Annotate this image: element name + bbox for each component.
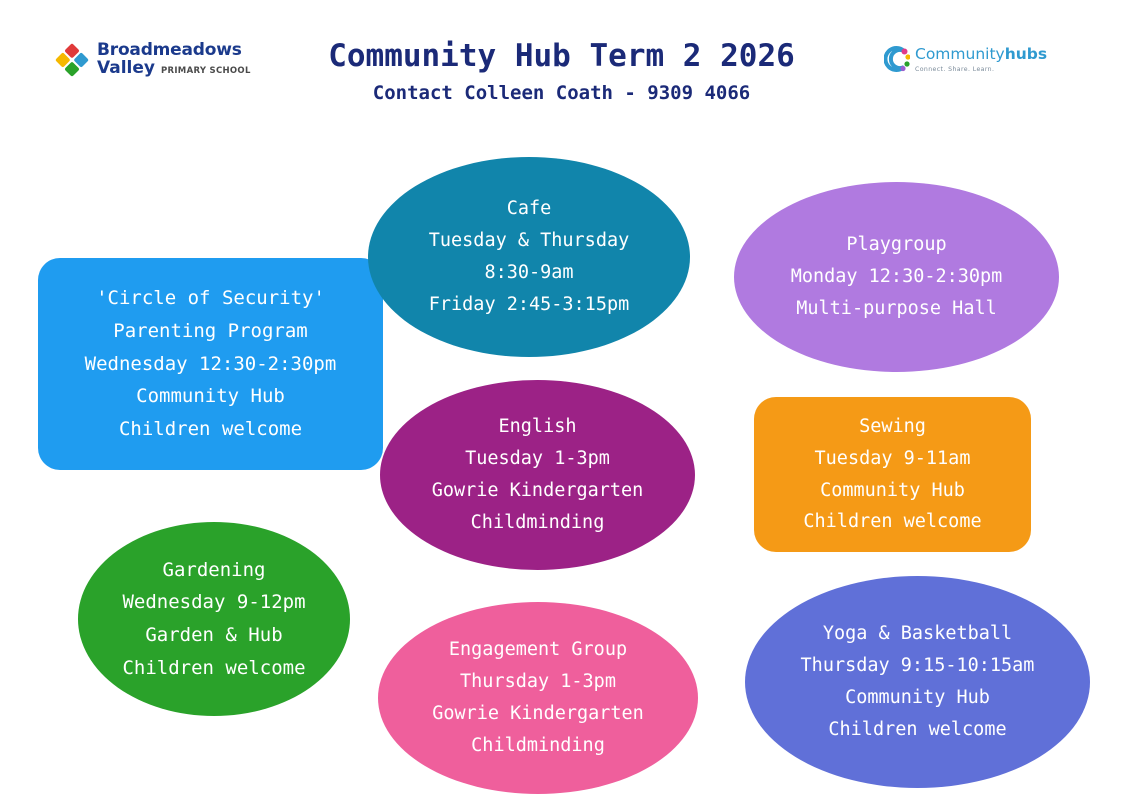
program-engagement-group (378, 602, 698, 794)
program-line: Tuesday 9-11am (814, 447, 971, 469)
program-sewing (754, 397, 1031, 552)
program-line: Playgroup (846, 234, 947, 256)
program-cafe (368, 157, 690, 357)
hub-logo-name-bold: hubs (1004, 45, 1048, 63)
hub-logo-name-light: Community (915, 45, 1005, 63)
poster-header (0, 0, 1123, 130)
program-line: Gardening (162, 558, 266, 581)
program-playgroup (734, 182, 1059, 372)
program-line: Tuesday 1-3pm (465, 448, 610, 470)
community-hubs-logo (884, 46, 1047, 73)
program-line: Children welcome (122, 656, 306, 679)
page-title: Community Hub Term 2 2026 (328, 38, 795, 74)
program-line: Thursday 1-3pm (460, 671, 616, 693)
contact-subtitle: Contact Colleen Coath - 9309 4066 (372, 82, 751, 104)
school-name-line2: Valley (97, 57, 155, 78)
program-gardening (78, 522, 350, 716)
hub-logo-tagline: Connect. Share. Learn. (915, 65, 995, 73)
program-line: Sewing (859, 415, 926, 437)
program-line: Community Hub (820, 479, 965, 501)
program-line: 'Circle of Security' (96, 287, 325, 310)
program-line: Children welcome (118, 418, 303, 440)
program-line: Community Hub (136, 385, 285, 408)
program-english (380, 380, 695, 570)
school-logo (55, 42, 251, 78)
program-line: Gowrie Kindergarten (432, 703, 644, 724)
program-line: Monday 12:30-2:30pm (790, 266, 1003, 288)
school-name-line1: Broadmeadows (97, 40, 242, 60)
program-line: Childminding (471, 734, 605, 756)
diamond-logo-icon (55, 43, 89, 77)
program-yoga-basketball (745, 576, 1090, 788)
program-line: English (498, 416, 577, 438)
program-line: Parenting Program (113, 319, 308, 342)
community-hubs-swirl-icon (884, 46, 910, 72)
program-line: Engagement Group (448, 639, 628, 661)
school-name-line3: PRIMARY SCHOOL (160, 65, 251, 76)
program-line: Garden & Hub (145, 624, 283, 646)
program-line: Yoga & Basketball (822, 623, 1013, 645)
program-line: Childminding (470, 511, 605, 533)
program-line: Children welcome (828, 718, 1007, 740)
program-line: Cafe (506, 198, 552, 220)
program-line: Friday 2:45-3:15pm (428, 293, 630, 315)
program-line: Children welcome (803, 511, 982, 533)
program-circle-of-security (38, 258, 383, 470)
program-line: 8:30-9am (484, 262, 574, 283)
program-line: Tuesday & Thursday (428, 230, 630, 252)
program-line: Wednesday 12:30-2:30pm (84, 352, 337, 375)
program-line: Community Hub (845, 687, 990, 708)
program-line: Gowrie Kindergarten (431, 480, 644, 501)
program-line: Thursday 9:15-10:15am (800, 655, 1035, 677)
program-line: Multi-purpose Hall (796, 297, 997, 319)
program-line: Wednesday 9-12pm (122, 591, 306, 614)
